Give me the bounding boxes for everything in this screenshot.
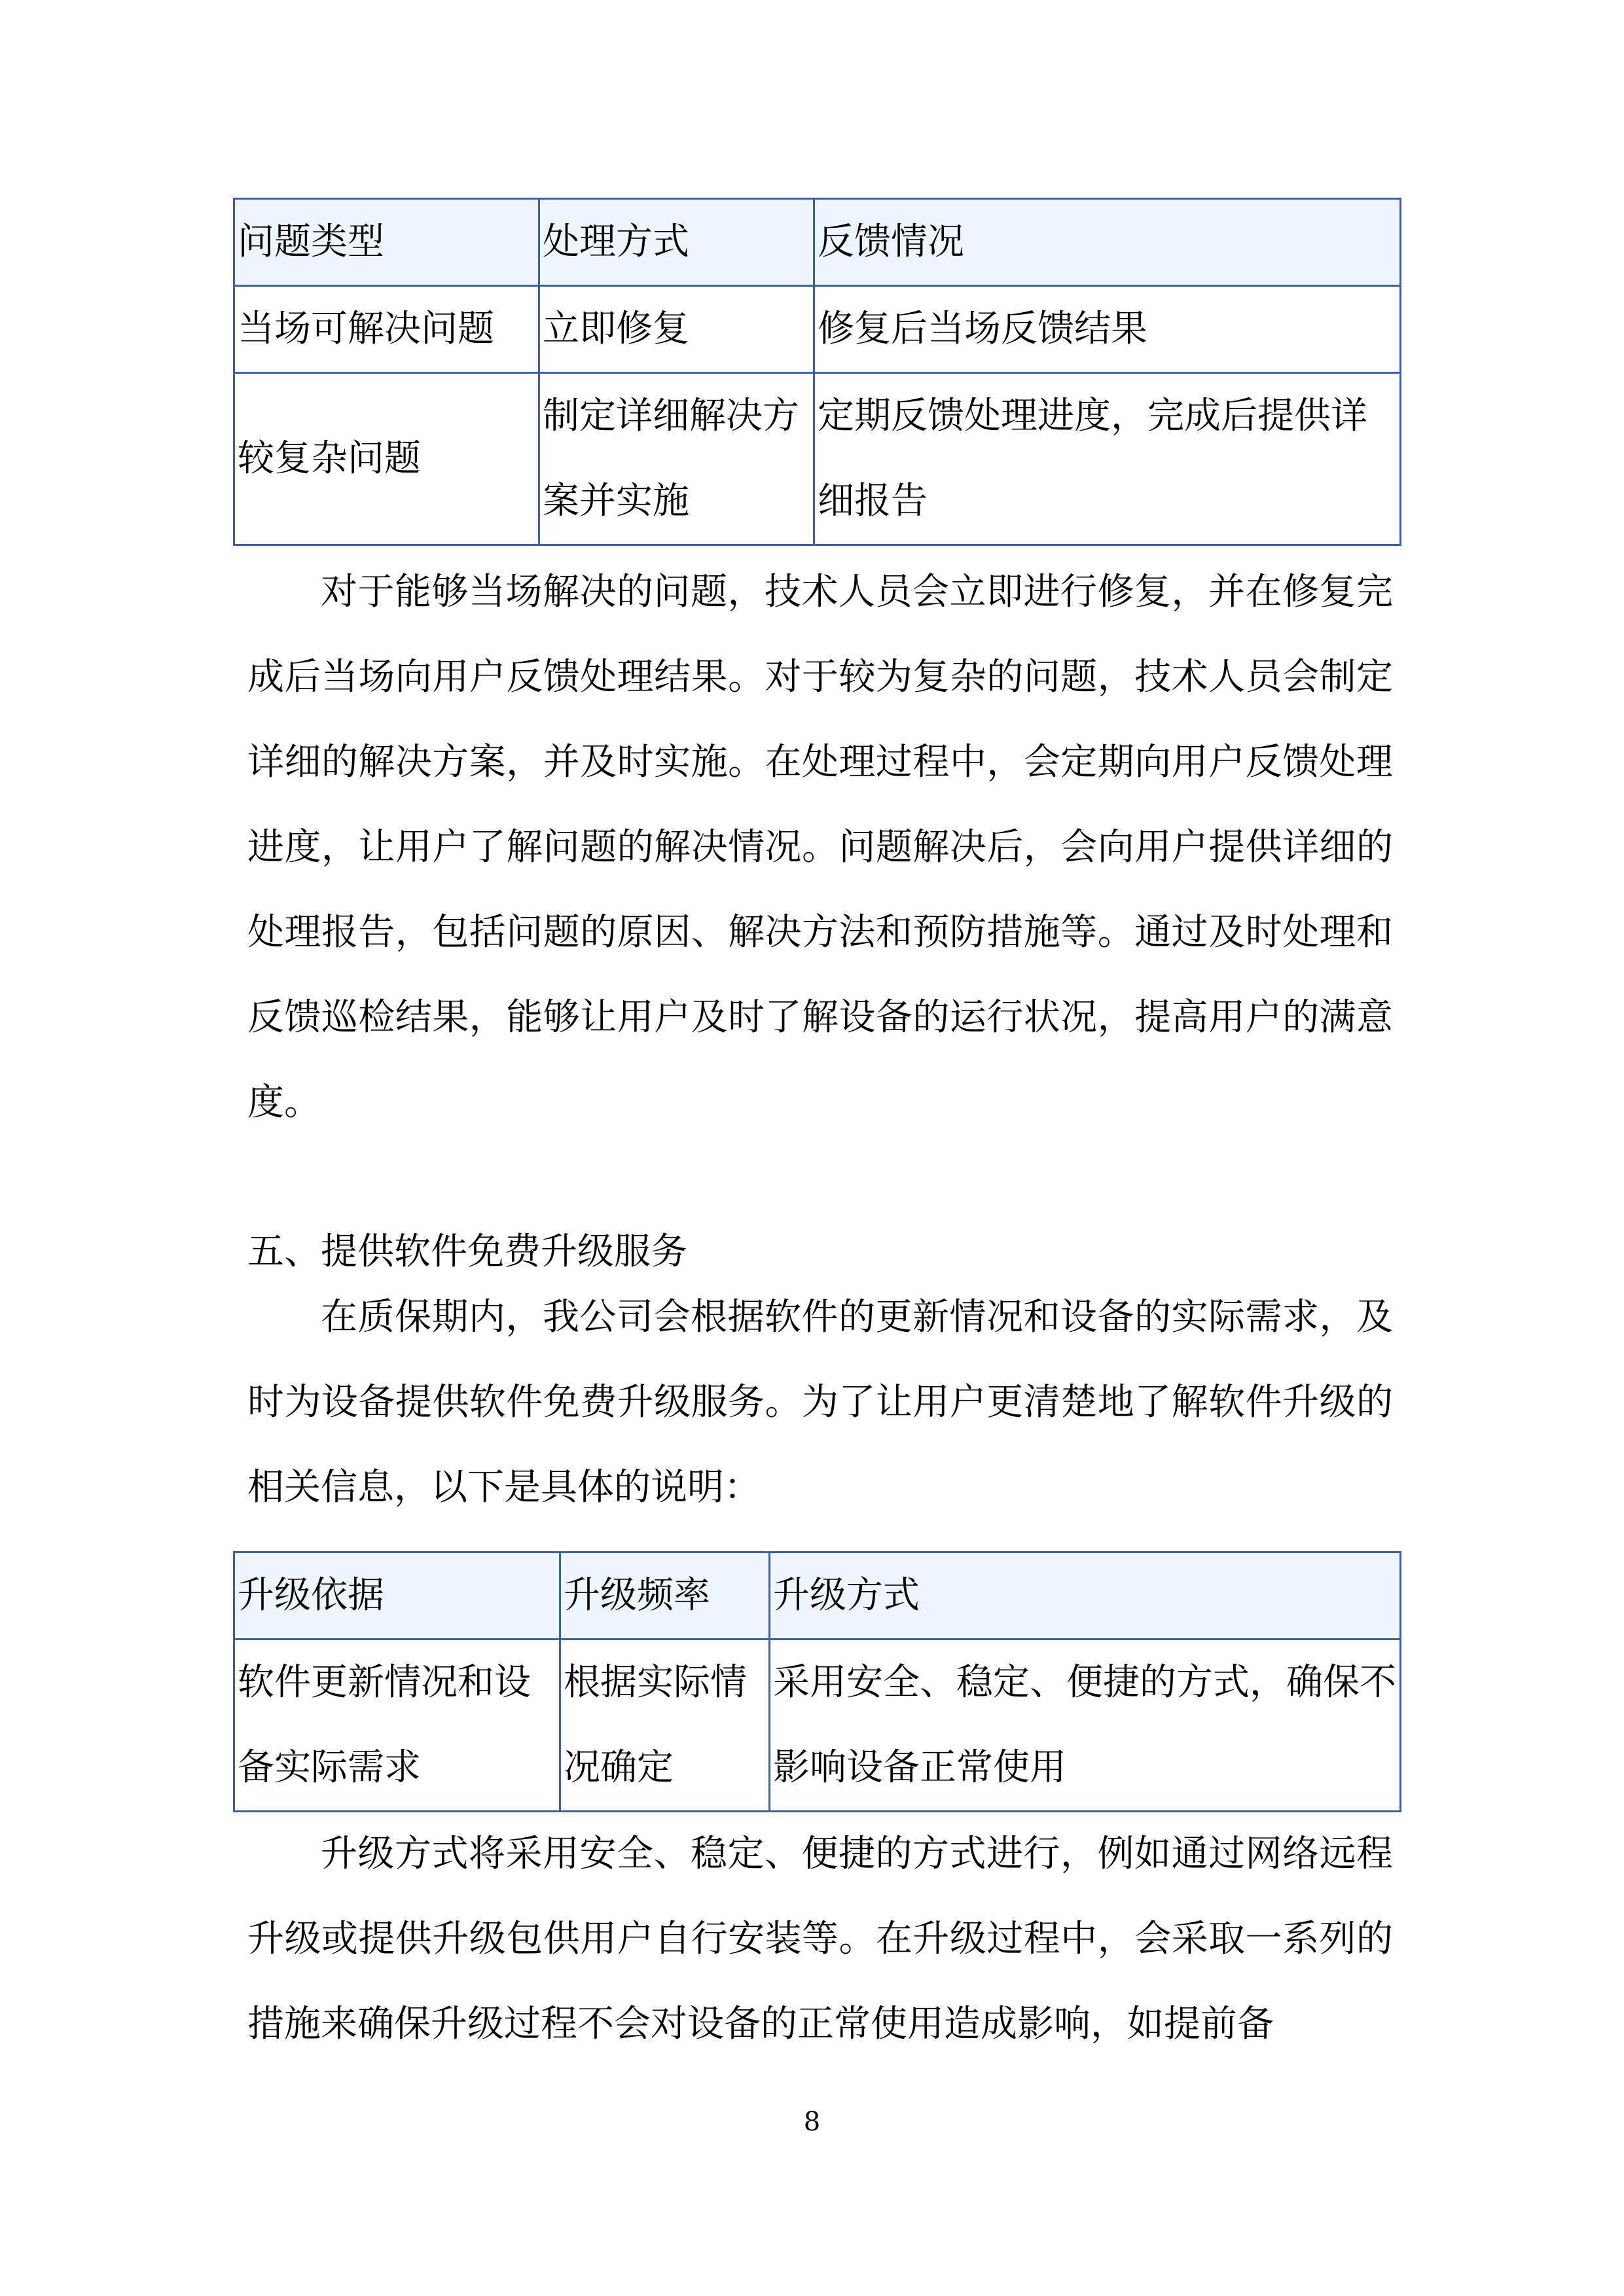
- table-cell: 当场可解决问题: [234, 286, 539, 373]
- table-cell: 制定详细解决方案并实施: [539, 373, 814, 545]
- body-paragraph: 升级方式将采用安全、稳定、便捷的方式进行，例如通过网络远程升级或提供升级包供用户自行安装等。在升级过程中，会采取一系列的措施来确保升级过程不会对设备的正常使用造成影响，如提前备: [247, 1833, 1393, 2045]
- body-paragraph: 在质保期内，我公司会根据软件的更新情况和设备的实际需求，及时为设备提供软件免费升级服务。为了让用户更清楚地了解软件升级的相关信息，以下是具体的说明：: [247, 1296, 1393, 1509]
- table-cell: 软件更新情况和设备实际需求: [234, 1640, 560, 1812]
- table-header-row: [234, 1552, 1401, 1640]
- table-row: [234, 373, 1401, 545]
- table-header-cell: 升级依据: [234, 1552, 560, 1640]
- section-heading: 五、提供软件免费升级服务: [247, 1230, 687, 1273]
- table-header-cell: 反馈情况: [814, 199, 1401, 286]
- page-number: 8: [803, 2107, 821, 2137]
- problem-handling-table: [233, 198, 1401, 546]
- table-header-cell: 问题类型: [234, 199, 539, 286]
- table-cell: 较复杂问题: [234, 373, 539, 545]
- table-cell: 定期反馈处理进度，完成后提供详细报告: [814, 373, 1401, 545]
- body-paragraph: 对于能够当场解决的问题，技术人员会立即进行修复，并在修复完成后当场向用户反馈处理结果。对于较为复杂的问题，技术人员会制定详细的解决方案，并及时实施。在处理过程中，会定期向用户反馈处理进度，让用户了解问题的解决情况。问题解决后，会向用户提供详细的处理报告，包括问题的原因、解决方法和预防措施等。通过及时处理和反馈巡检结果，能够让用户及时了解设备的运行状况，提高用户的满意度。: [247, 571, 1393, 1124]
- table-header-cell: 处理方式: [539, 199, 814, 286]
- table-header-cell: 升级方式: [770, 1552, 1401, 1640]
- table-row: [234, 286, 1401, 373]
- table-header-row: [234, 199, 1401, 286]
- upgrade-info-table: [233, 1551, 1401, 1812]
- table-cell: 修复后当场反馈结果: [814, 286, 1401, 373]
- table-row: [234, 1640, 1401, 1812]
- table-cell: 根据实际情况确定: [560, 1640, 770, 1812]
- table-cell: 采用安全、稳定、便捷的方式，确保不影响设备正常使用: [770, 1640, 1401, 1812]
- table-cell: 立即修复: [539, 286, 814, 373]
- table-header-cell: 升级频率: [560, 1552, 770, 1640]
